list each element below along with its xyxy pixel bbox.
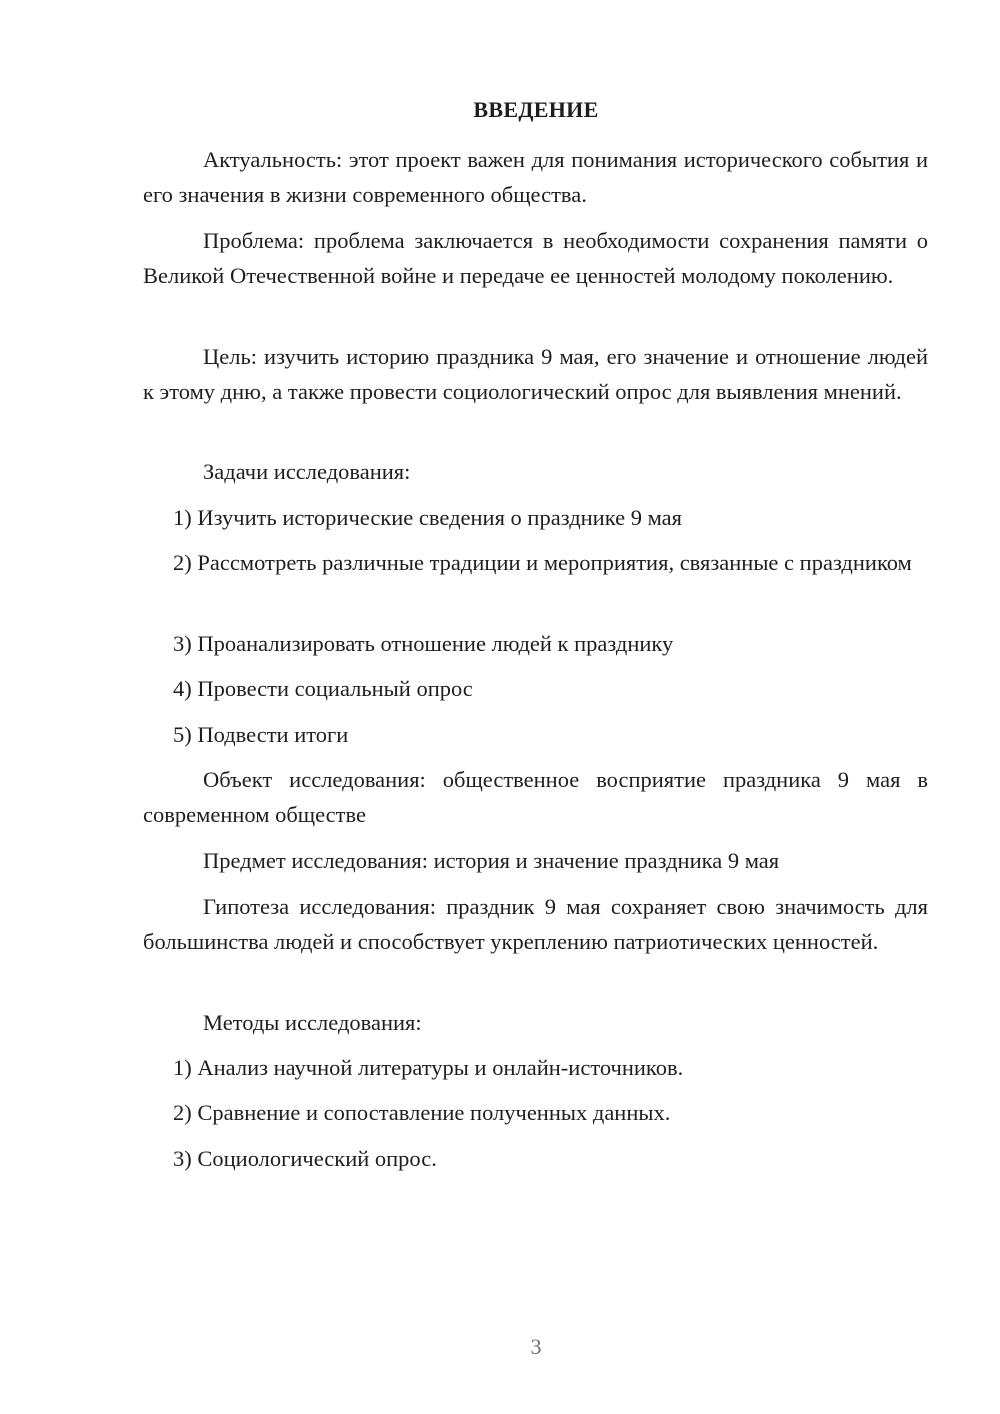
- object-paragraph: Объект исследования: общественное восприятие праздника 9 мая в современном обществе: [143, 767, 928, 827]
- section-title: ВВЕДЕНИЕ: [473, 97, 599, 122]
- method-item: 3) Социологический опрос.: [173, 1146, 437, 1171]
- task-item: 1) Изучить исторические сведения о празднике 9 мая: [173, 505, 682, 530]
- subject-paragraph: Предмет исследования: история и значение праздника 9 мая: [203, 848, 780, 873]
- task-item: 4) Провести социальный опрос: [173, 676, 473, 701]
- goal-paragraph: Цель: изучить историю праздника 9 мая, его значение и отношение людей к этому дню, а также провести социологический опрос для выявления мнений.: [143, 344, 928, 404]
- tasks-heading: Задачи исследования:: [203, 459, 411, 484]
- page-number: 3: [530, 1334, 542, 1359]
- hypothesis-paragraph: Гипотеза исследования: праздник 9 мая сохраняет свою значимость для большинства людей и способствует укреплению патриотических ценностей.: [143, 894, 928, 954]
- methods-heading: Методы исследования:: [203, 1010, 422, 1035]
- task-item: 5) Подвести итоги: [173, 722, 349, 747]
- task-item: 3) Проанализировать отношение людей к празднику: [173, 631, 674, 656]
- problem-paragraph: Проблема: проблема заключается в необходимости сохранения памяти о Великой Отечественной войне и передаче ее ценностей молодому поколению.: [143, 228, 928, 288]
- method-item: 1) Анализ научной литературы и онлайн-источников.: [173, 1055, 684, 1080]
- task-item: 2) Рассмотреть различные традиции и мероприятия, связанные с праздником: [173, 550, 912, 575]
- method-item: 2) Сравнение и сопоставление полученных данных.: [173, 1100, 671, 1125]
- relevance-paragraph: Актуальность: этот проект важен для понимания исторического события и его значения в жизни современного общества.: [143, 147, 928, 207]
